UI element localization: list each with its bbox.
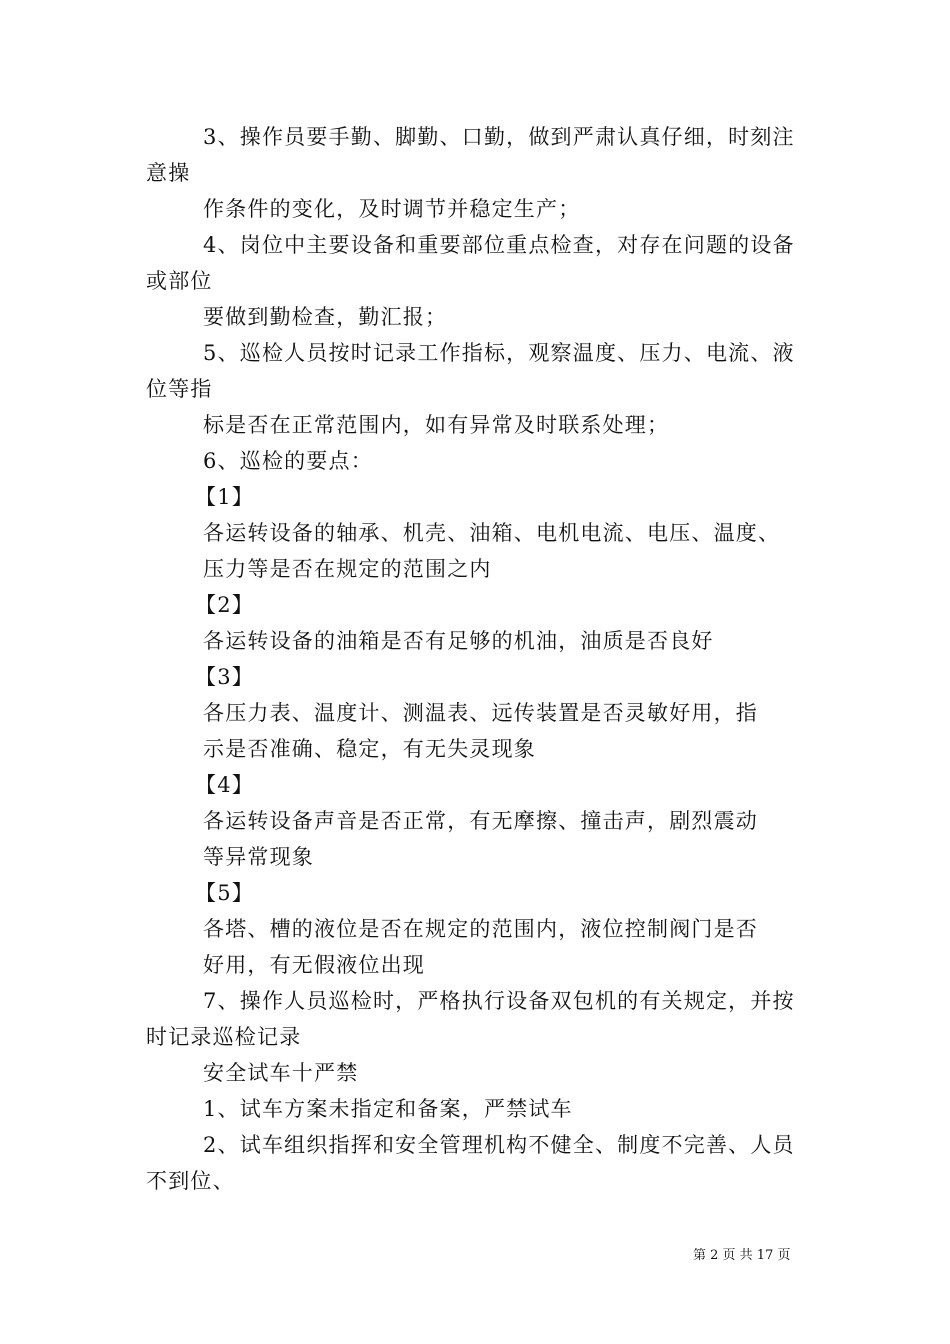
text-line: 标是否在正常范围内，如有异常及时联系处理； <box>203 413 670 437</box>
text-line: 时记录巡检记录 <box>146 1025 302 1049</box>
section-heading: 安全试车十严禁 <box>203 1061 359 1085</box>
list-marker: 【5】 <box>195 881 254 905</box>
text-line: 3、操作员要手勤、脚勤、口勤，做到严肃认真仔细，时刻注 <box>203 125 795 149</box>
text-line: 意操 <box>146 161 191 185</box>
list-marker: 【2】 <box>195 593 254 617</box>
text-line: 压力等是否在规定的范围之内 <box>203 557 492 581</box>
text-line: 位等指 <box>146 377 213 401</box>
text-line: 各塔、槽的液位是否在规定的范围内，液位控制阀门是否 <box>203 917 758 941</box>
text-line: 各运转设备的油箱是否有足够的机油，油质是否良好 <box>203 629 714 653</box>
text-line: 5、巡检人员按时记录工作指标，观察温度、压力、电流、液 <box>203 341 795 365</box>
text-line: 等异常现象 <box>203 845 314 869</box>
text-line: 作条件的变化，及时调节并稳定生产； <box>203 197 581 221</box>
page-number-footer: 第 2 页 共 17 页 <box>693 1248 791 1263</box>
text-line: 好用，有无假液位出现 <box>203 953 425 977</box>
text-line: 或部位 <box>146 269 213 293</box>
text-line: 6、巡检的要点： <box>203 449 373 473</box>
list-marker: 【1】 <box>195 485 254 509</box>
text-line: 7、操作人员巡检时，严格执行设备双包机的有关规定，并按 <box>203 989 795 1013</box>
text-line: 要做到勤检查，勤汇报； <box>203 305 448 329</box>
text-line: 1、试车方案未指定和备案，严禁试车 <box>203 1097 573 1121</box>
text-line: 2、试车组织指挥和安全管理机构不健全、制度不完善、人员 <box>203 1133 795 1157</box>
list-marker: 【4】 <box>195 773 254 797</box>
text-line: 4、岗位中主要设备和重要部位重点检查，对存在问题的设备 <box>203 233 795 257</box>
text-line: 各运转设备声音是否正常，有无摩擦、撞击声，剧烈震动 <box>203 809 758 833</box>
text-line: 示是否准确、稳定，有无失灵现象 <box>203 737 536 761</box>
text-line: 各运转设备的轴承、机壳、油箱、电机电流、电压、温度、 <box>203 521 781 545</box>
text-line: 各压力表、温度计、测温表、远传装置是否灵敏好用，指 <box>203 701 758 725</box>
list-marker: 【3】 <box>195 665 254 689</box>
text-line: 不到位、 <box>146 1169 235 1193</box>
